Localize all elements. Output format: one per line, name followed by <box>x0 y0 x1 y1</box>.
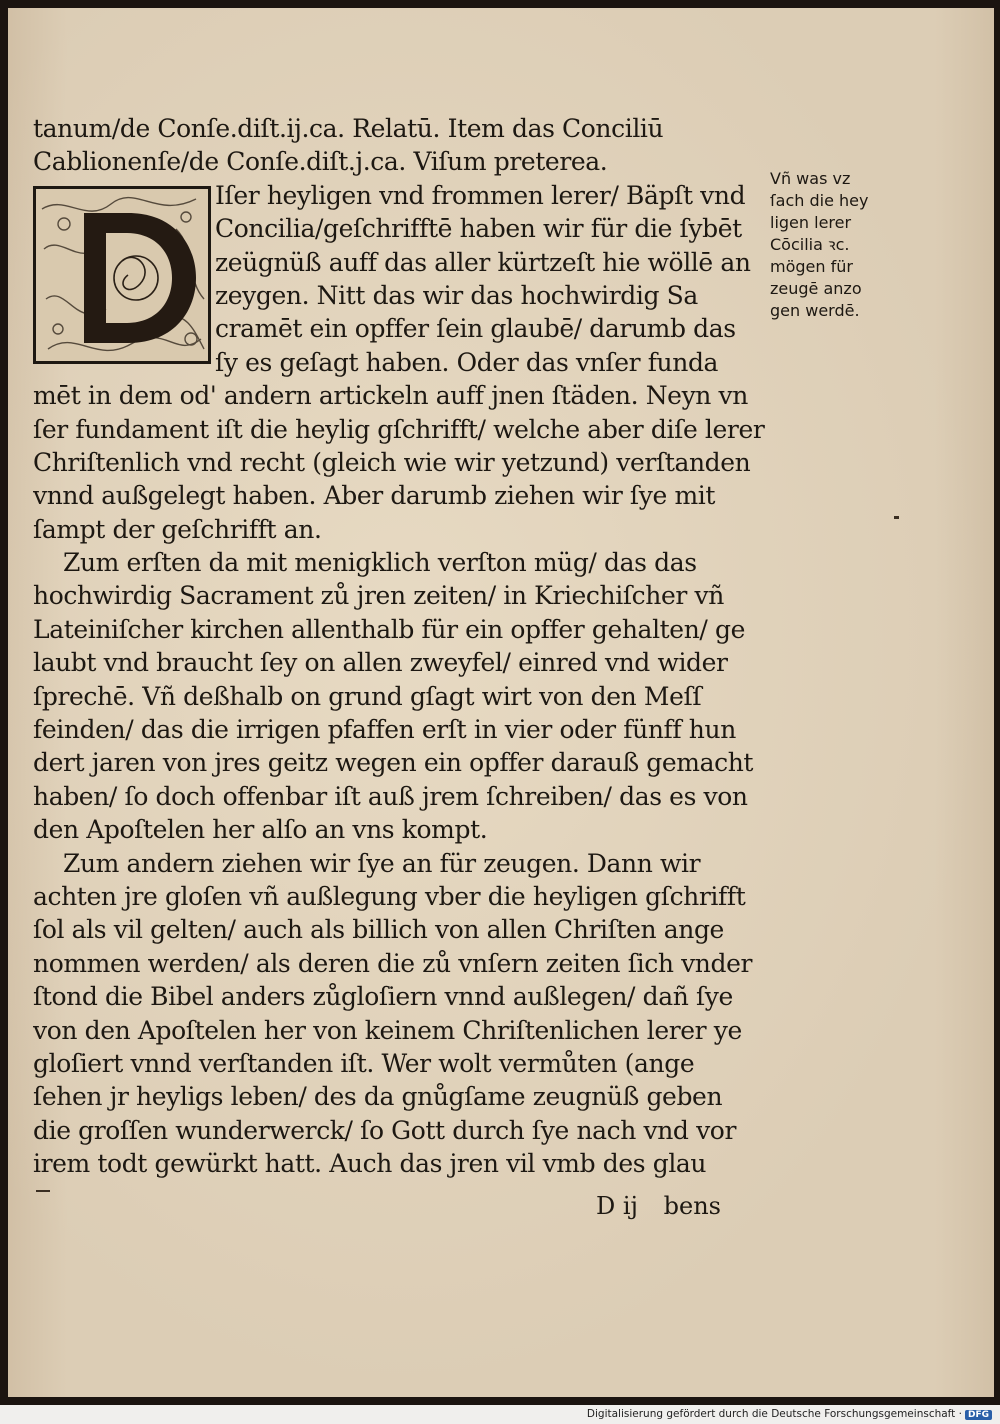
text-line: tanum/de Conſe.diſt.ij.ca. Relatū. Item das Conciliū <box>33 114 664 143</box>
text-line: ſampt der geſchrifft an. <box>33 514 322 544</box>
text-line: Iſer heyligen vnd frommen lerer/ Bäpſt vnd <box>215 180 746 210</box>
text-line: ſer fundament iſt die heylig gſchrifft/ welche aber diſe lerer <box>33 414 765 444</box>
text-line: dert jaren von jres geitz wegen ein opffer darauß gemacht <box>33 748 754 778</box>
text-line: achten jre gloſen vñ außlegung vber die heyligen gſchrifft <box>33 881 746 911</box>
dfg-logo: DFG <box>965 1410 992 1420</box>
text-line: haben/ ſo doch offenbar iſt auß jrem ſchreiben/ das es von <box>33 781 748 811</box>
digitization-credit <box>587 1408 992 1420</box>
text-line: zeygen. Nitt das wir das hochwirdig Sa <box>215 280 698 310</box>
text-line: vnnd außgelegt haben. Aber darumb ziehen wir ſye mit <box>33 481 715 511</box>
text-line: laubt vnd braucht ſey on allen zweyfel/ einred vnd wider <box>33 648 728 678</box>
text-line: ſprechē. Vñ deßhalb on grund gſagt wirt von den Meſſ <box>33 681 702 711</box>
text-line: ſehen jr heyligs leben/ des da gnůgſame zeugnüß geben <box>33 1082 723 1112</box>
paragraph-start-line: Zum andern ziehen wir ſye an für zeugen. Dann wir <box>63 848 701 878</box>
text-line: feinden/ das die irrigen pfaffen erſt in vier oder fünff hun <box>33 715 736 745</box>
text-line: den Apoſtelen her alſo an vns kompt. <box>33 815 488 845</box>
text-line: ſtond die Bibel anders zůgloſiern vnnd außlegen/ dañ ſye <box>33 982 733 1012</box>
margin-note-line: zeugē anzo <box>770 279 862 298</box>
margin-note-line: gen werdē. <box>770 301 860 320</box>
paragraph-start-line: Zum erſten da mit menigklich verſton müg/ das das <box>63 548 697 578</box>
text-line: cramēt ein opffer ſein glaubē/ darumb das <box>215 314 736 344</box>
text-line: Cablionenſe/de Conſe.diſt.j.ca. Viſum preterea. <box>33 147 608 177</box>
margin-note-line: ſach die hey <box>770 191 869 210</box>
margin-note-line: ligen lerer <box>770 213 852 232</box>
text-line: Concilia/geſchrifftē haben wir für die ſybēt <box>215 214 742 244</box>
marginal-note <box>770 168 910 322</box>
text-line: hochwirdig Sacrament zů jren zeiten/ in Kriechiſcher vñ <box>33 581 724 611</box>
text-line: die groſſen wunderwerck/ ſo Gott durch ſye nach vnd vor <box>33 1115 737 1145</box>
text-line: von den Apoſtelen her von keinem Chriſtenlichen lerer ye <box>33 1015 742 1045</box>
signature-mark: D ij <box>596 1192 638 1220</box>
text-line: ſol als vil gelten/ auch als billich von allen Chriſten ange <box>33 915 724 945</box>
credit-text: Digitalisierung gefördert durch die Deutsche Forschungsgemeinschaft · <box>586 1408 962 1420</box>
catchword: bens <box>663 1192 721 1220</box>
text-line: zeügnüß auff das aller kürtzeſt hie wöllē an <box>215 247 751 277</box>
margin-note-line: Vñ was vz <box>770 169 851 188</box>
text-line: nommen werden/ als deren die zů vnſern zeiten ſich vnder <box>33 948 753 978</box>
text-line: Lateiniſcher kirchen allenthalb für ein opffer gehalten/ ge <box>33 614 745 644</box>
margin-note-line: mögen für <box>770 257 853 276</box>
printer-mark <box>36 1190 50 1192</box>
signature-line <box>596 1192 739 1220</box>
text-line: ſy es geſagt haben. Oder das vnſer funda <box>215 347 719 377</box>
text-line: Chriſtenlich vnd recht (gleich wie wir yetzund) verſtanden <box>33 447 751 477</box>
text-line: gloſiert vnnd verſtanden iſt. Wer wolt vermůten (ange <box>33 1048 695 1078</box>
margin-note-line: Cōcilia ꝛc. <box>770 235 850 254</box>
text-line: mēt in dem od' andern artickeln auff jnen ſtäden. Neyn vn <box>33 381 748 411</box>
text-line: irem todt gewürkt hatt. Auch das jren vil vmb des glau <box>33 1149 707 1179</box>
ink-speck <box>894 516 899 519</box>
main-text-block <box>33 112 768 1181</box>
